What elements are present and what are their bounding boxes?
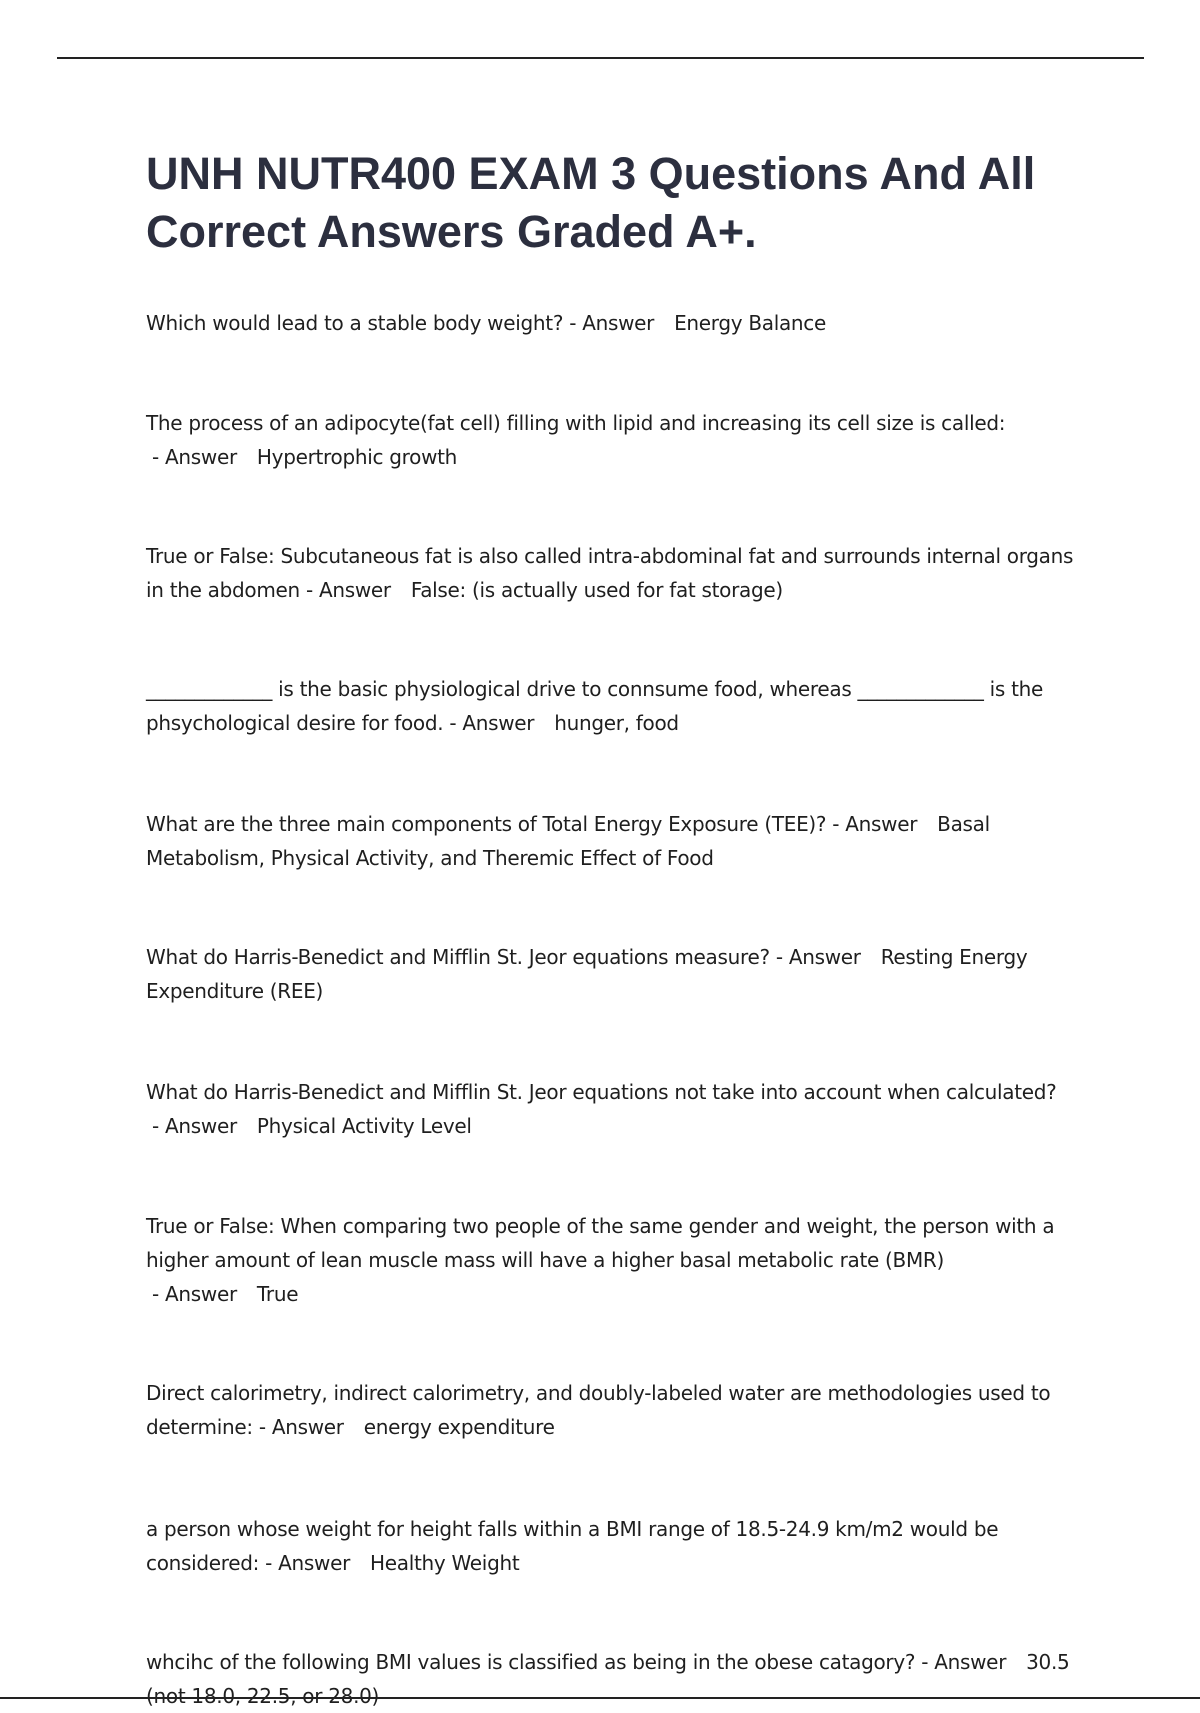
question-text: a person whose weight for height falls within a BMI range of 18.5-24.9 km/m2 would be considered:	[146, 1517, 999, 1575]
answer-text: energy expenditure	[363, 1415, 555, 1439]
answer-label: Answer	[165, 1114, 237, 1138]
top-divider	[57, 57, 1144, 59]
answer-text: True	[256, 1282, 299, 1306]
answer-label: Answer	[788, 945, 861, 969]
question-text: The process of an adipocyte(fat cell) filling with lipid and increasing its cell size is called:	[146, 411, 1006, 435]
document-title: UNH NUTR400 EXAM 3 Questions And All Correct Answers Graded A+.	[146, 148, 1036, 257]
answer-label: Answer	[582, 311, 655, 335]
answer-text: Hypertrophic growth	[256, 445, 458, 469]
question-text: Direct calorimetry, indirect calorimetry, and doubly-labeled water are methodologies used to determine:	[146, 1381, 1051, 1439]
question-text: True or False: When comparing two people of the same gender and weight, the person with a higher amount of lean muscle mass will have a higher basal metabolic rate (BMR)	[146, 1214, 1055, 1272]
answer-label: Answer	[934, 1650, 1007, 1674]
qa-item-11: whcihc of the following BMI values is classified as being in the obese catagory? - Answer 30.5 (not 18.0, 22.5, or 28.0)	[146, 1650, 1070, 1708]
question-text: _____________ is the basic physiological drive to connsume food, whereas _____________ is the phsychological desire for food.	[146, 677, 1044, 735]
answer-text: hunger, food	[554, 711, 679, 735]
answer-text: Basal Metabolism, Physical Activity, and Theremic Effect of Food	[146, 812, 990, 870]
answer-text: False: (is actually used for fat storage)	[410, 578, 783, 602]
answer-text: 30.5 (not 18.0, 22.5, or 28.0)	[146, 1650, 1070, 1708]
answer-text: Resting Energy Expenditure (REE)	[146, 945, 1028, 1003]
qa-item-9: Direct calorimetry, indirect calorimetry, and doubly-labeled water are methodologies used to determine: - Answer energy expenditure	[146, 1381, 1051, 1439]
answer-label: Answer	[462, 711, 535, 735]
question-text: Which would lead to a stable body weight?	[146, 311, 564, 335]
qa-item-5: What are the three main components of Total Energy Exposure (TEE)? - Answer Basal Metabolism, Physical Activity, and Theremic Effect of Food	[146, 812, 990, 870]
answer-label: Answer	[271, 1415, 344, 1439]
answer-label: Answer	[278, 1551, 351, 1575]
bottom-divider	[0, 1697, 1200, 1699]
answer-text: Energy Balance	[674, 311, 827, 335]
answer-label: Answer	[165, 445, 237, 469]
qa-item-6: What do Harris-Benedict and Mifflin St. Jeor equations measure? - Answer Resting Energy Expenditure (REE)	[146, 945, 1028, 1003]
question-text: whcihc of the following BMI values is classified as being in the obese catagory?	[146, 1650, 916, 1674]
qa-item-4: _____________ is the basic physiological drive to connsume food, whereas _____________ is the phsychological desire for food. - Answer hunger, food	[146, 677, 1044, 735]
answer-label: Answer	[165, 1282, 237, 1306]
qa-item-2: The process of an adipocyte(fat cell) filling with lipid and increasing its cell size is called: - Answer Hypertrophic growth	[146, 411, 1006, 469]
question-text: True or False: Subcutaneous fat is also called intra-abdominal fat and surrounds internal organs in the abdomen	[146, 544, 1074, 602]
qa-item-1: Which would lead to a stable body weight? - Answer Energy Balance	[146, 311, 827, 335]
answer-label: Answer	[318, 578, 391, 602]
question-text: What are the three main components of Total Energy Exposure (TEE)?	[146, 812, 827, 836]
question-text: What do Harris-Benedict and Mifflin St. Jeor equations measure?	[146, 945, 770, 969]
qa-item-3: True or False: Subcutaneous fat is also called intra-abdominal fat and surrounds internal organs in the abdomen - Answer False: (is actually used for fat storage)	[146, 544, 1074, 602]
qa-item-7: What do Harris-Benedict and Mifflin St. Jeor equations not take into account when calculated? - Answer Physical Activity Level	[146, 1080, 1057, 1138]
qa-item-8: True or False: When comparing two people of the same gender and weight, the person with a higher amount of lean muscle mass will have a higher basal metabolic rate (BMR) - Answer True	[146, 1214, 1055, 1306]
question-text: What do Harris-Benedict and Mifflin St. Jeor equations not take into account when calculated?	[146, 1080, 1057, 1104]
answer-text: Healthy Weight	[370, 1551, 520, 1575]
qa-item-10: a person whose weight for height falls within a BMI range of 18.5-24.9 km/m2 would be considered: - Answer Healthy Weight	[146, 1517, 999, 1575]
answer-text: Physical Activity Level	[256, 1114, 472, 1138]
answer-label: Answer	[845, 812, 918, 836]
